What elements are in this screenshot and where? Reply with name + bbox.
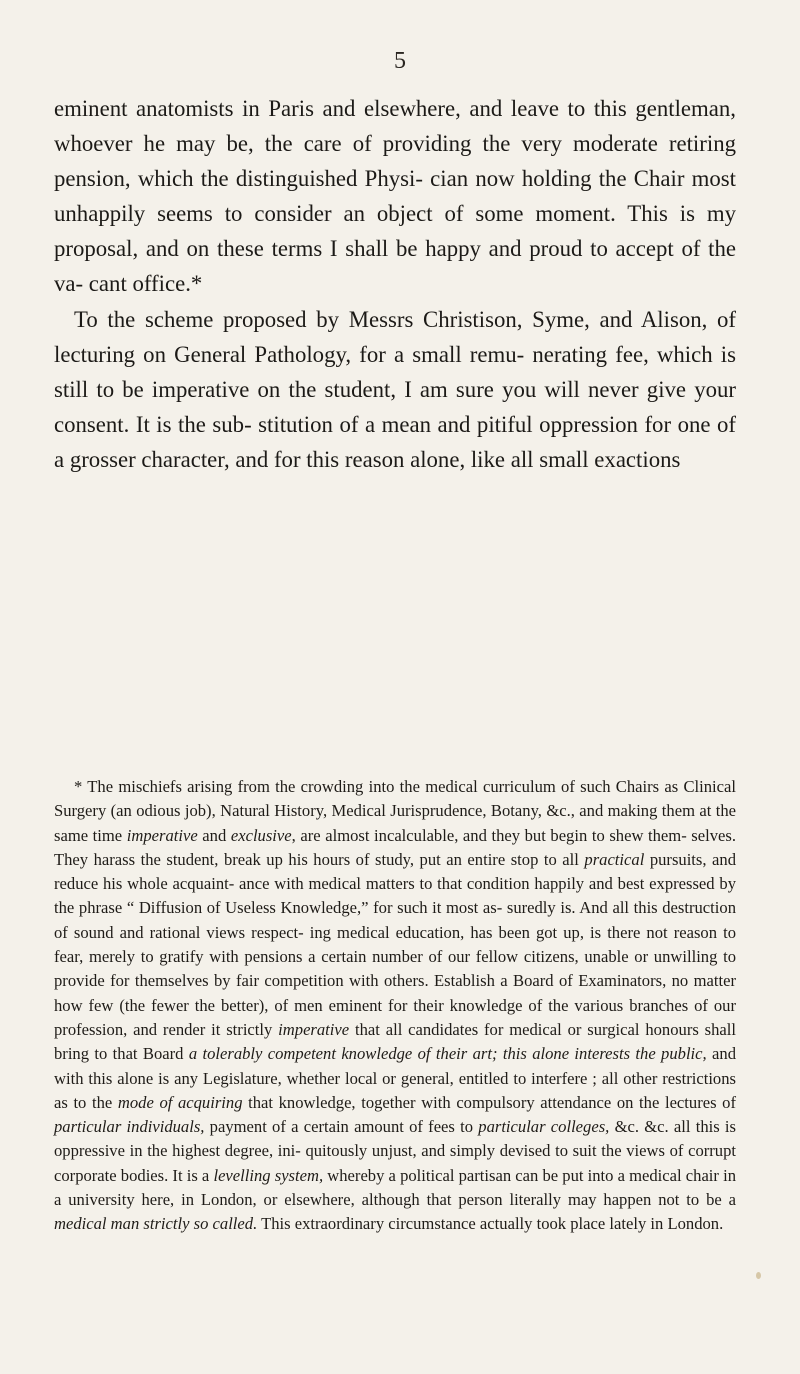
footnote (54, 775, 736, 1237)
footnote-segment: that knowledge, together with compulsory attendance on the lectures of (242, 1092, 736, 1112)
footnote-segment: , are almost incalculable, and they but begin to shew them- selves. They harass the student, break up his hours of study, put an entire stop to all (54, 825, 736, 869)
footnote-segment: whereby a political partisan can be put into a medical chair in a university here, in London, or elsewhere, although that person literally may happen not to be a (54, 1165, 736, 1210)
footnote-italic: particular colleges, (478, 1117, 610, 1137)
footnote-italic: mode of acquiring (117, 1092, 243, 1112)
footnote-segment: pursuits, and reduce his whole acquaint- ance with medical matters to that condition happily and best expressed by the phrase “ Diffusion of Useless Knowledge,” for such it most as- suredly is. And all this destruction of sound and rational views respect- ing medical education, has been got up, is there not reason to fear, merely to gratify with pensions a certain number of our fellow citizens, unable or unwilling to provide for themselves by fair competition with others. Establish a Board of Examinators, no matter how few (the fewer the better), of men eminent for their knowledge of the various branches of our profession, and render it strictly (54, 849, 736, 1039)
footnote-segment: and with this alone is any Legislature, whether local or general, entitled to interfere ; all other restrictions as to the (54, 1044, 737, 1112)
footnote-italic: particular individuals, (54, 1117, 205, 1137)
footnote-segment: that all candidates for medical or surgical honours shall bring to that Board (54, 1019, 736, 1064)
paragraph-2: To the scheme proposed by Messrs Christison, Syme, and Alison, of lecturing on General Pathology, for a small remu- nerating fee, which is still to be imperative on the student, I am sure you will never give your consent. It is the sub- stitution of a mean and pitiful oppression for one of a grosser character, and for this reason alone, like all small exactions (54, 306, 736, 472)
footnote-italic: a tolerably competent knowledge of their art; this alone interests the public, (188, 1044, 707, 1064)
footnote-segment: * The mischiefs arising from the crowding into the medical curriculum of such Chairs as Clinical Surgery (an odious job), Natural History, Medical Jurisprudence, Botany, &c., and making them at the same time (54, 777, 736, 845)
footnote-text (54, 775, 736, 1237)
footnote-italic: medical man strictly so called. (54, 1214, 258, 1234)
ink-smudge (756, 1272, 761, 1279)
footnote-segment: &c. &c. all this is oppressive in the highest degree, ini- quitously unjust, and simply devised to suit the views of corrupt corporate bodies. It is a (54, 1117, 736, 1185)
footnote-italic: practical (584, 849, 645, 869)
footnote-italic: imperative (278, 1019, 350, 1039)
footnote-italic: levelling system, (213, 1165, 324, 1185)
footnote-segment: and (197, 825, 231, 845)
main-text (54, 91, 736, 477)
footnote-italic: exclusive (230, 825, 292, 845)
footnote-segment: payment of a certain amount of fees to (204, 1117, 479, 1137)
footnote-segment: This extraordinary circumstance actually took place lately in London. (257, 1214, 724, 1234)
footnote-italic: imperative (126, 825, 198, 845)
page-number: 5 (394, 48, 406, 74)
paragraph-1: eminent anatomists in Paris and elsewhere, and leave to this gentleman, whoever he may be, the care of providing the very moderate retiring pension, which the distinguished Physi- cian now holding the Chair most unhappily seems to consider an object of some moment. This is my proposal, and on these terms I shall be happy and proud to accept of the va- cant office.* (54, 96, 736, 297)
